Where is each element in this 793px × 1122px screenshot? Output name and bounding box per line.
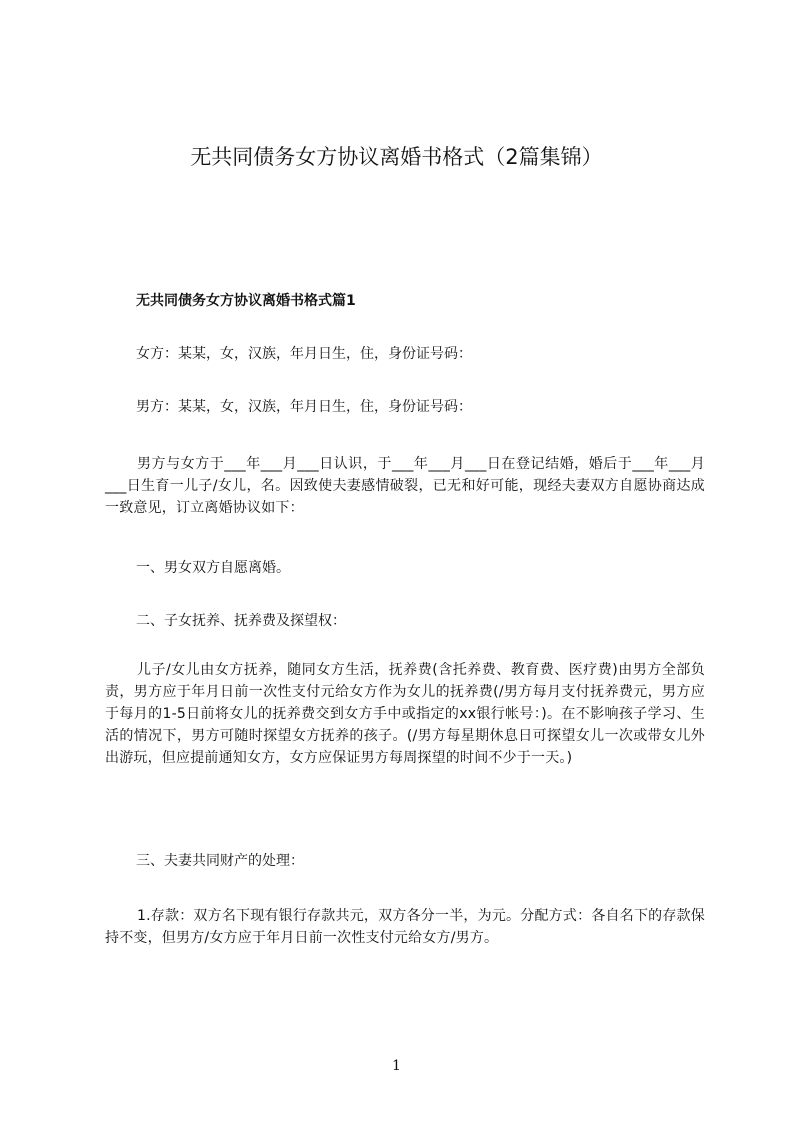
party-male-line: 男方：某某，女，汉族，年月日生，住，身份证号码： — [136, 399, 472, 415]
party-female-line: 女方：某某，女，汉族，年月日生，住，身份证号码： — [136, 346, 472, 362]
clause-1: 一、男女双方自愿离婚。 — [136, 560, 290, 576]
clause-3-item-1: 1.存款：双方名下现有银行存款共元，双方各分一半，为元。分配方式：各自名下的存款保持不变，但男方/女方应于年月日前一次性支付元给女方/男方。 — [105, 908, 705, 946]
clause-3-heading: 三、夫妻共同财产的处理： — [136, 853, 304, 869]
clause-2-heading: 二、子女抚养、抚养费及探望权： — [136, 613, 346, 629]
section-heading: 无共同债务女方协议离婚书格式篇1 — [136, 293, 356, 309]
intro-paragraph: 男方与女方于___年___月___日认识，于___年___月___日在登记结婚，婚后于___年___月___日生育一儿子/女儿，名。因致使夫妻感情破裂，已无和好可能，现经夫妻双方自愿协商达成一致意见，订立离婚协议如下： — [105, 456, 705, 516]
page-number: 1 — [392, 1058, 401, 1074]
document-title: 无共同债务女方协议离婚书格式（2篇集锦） — [190, 145, 603, 169]
clause-2-body: 儿子/女儿由女方抚养，随同女方生活，抚养费(含托养费、教育费、医疗费)由男方全部负责，男方应于年月日前一次性支付元给女方作为女儿的抚养费(/男方每月支付抚养费元，男方应于每月的1-5日前将女儿的抚养费交到女方手中或指定的xx银行帐号：)。在不影响孩子学习、生活的情况下，男方可随时探望女方抚养的孩子。(/男方每星期休息日可探望女儿一次或带女儿外出游玩，但应提前通知女方，女方应保证男方每周探望的时间不少于一天。) — [105, 662, 705, 766]
